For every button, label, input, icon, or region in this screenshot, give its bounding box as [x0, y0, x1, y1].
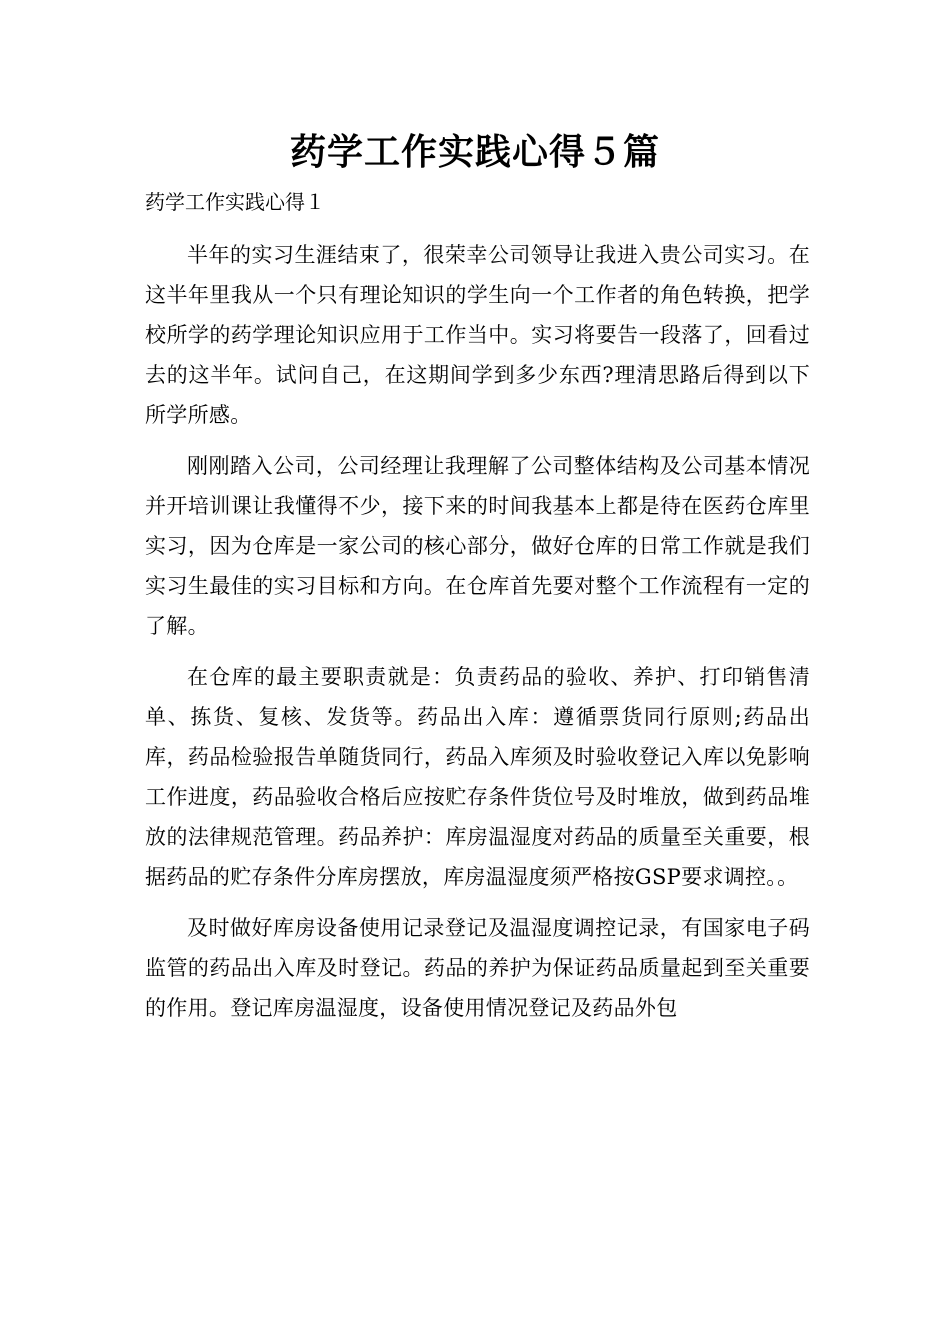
section-heading: 药学工作实践心得１	[145, 190, 325, 214]
paragraph: 在仓库的最主要职责就是：负责药品的验收、养护、打印销售清单、拣货、复核、发货等。药品出入库：遵循票货同行原则;药品出库，药品检验报告单随货同行，药品入库须及时验收登记入库以免影响工作进度，药品验收合格后应按贮存条件货位号及时堆放，做到药品堆放的法律规范管理。药品养护：库房温湿度对药品的质量至关重要，根据药品的贮存条件分库房摆放，库房温湿度须严格按GSP要求调控。。	[145, 665, 810, 889]
paragraph: 刚刚踏入公司，公司经理让我理解了公司整体结构及公司基本情况并开培训课让我懂得不少，接下来的时间我基本上都是待在医药仓库里实习，因为仓库是一家公司的核心部分，做好仓库的日常工作就是我们实习生最佳的实习目标和方向。在仓库首先要对整个工作流程有一定的了解。	[145, 454, 810, 638]
document-body	[145, 235, 810, 1028]
paragraph: 半年的实习生涯结束了，很荣幸公司领导让我进入贵公司实习。在这半年里我从一个只有理论知识的学生向一个工作者的角色转换，把学校所学的药学理论知识应用于工作当中。实习将要告一段落了，回看过去的这半年。试问自己，在这期间学到多少东西?理清思路后得到以下所学所感。	[145, 243, 810, 427]
paragraph: 及时做好库房设备使用记录登记及温湿度调控记录，有国家电子码监管的药品出入库及时登记。药品的养护为保证药品质量起到至关重要的作用。登记库房温湿度，设备使用情况登记及药品外包	[145, 916, 810, 1020]
document-title: 药学工作实践心得５篇	[289, 132, 660, 173]
